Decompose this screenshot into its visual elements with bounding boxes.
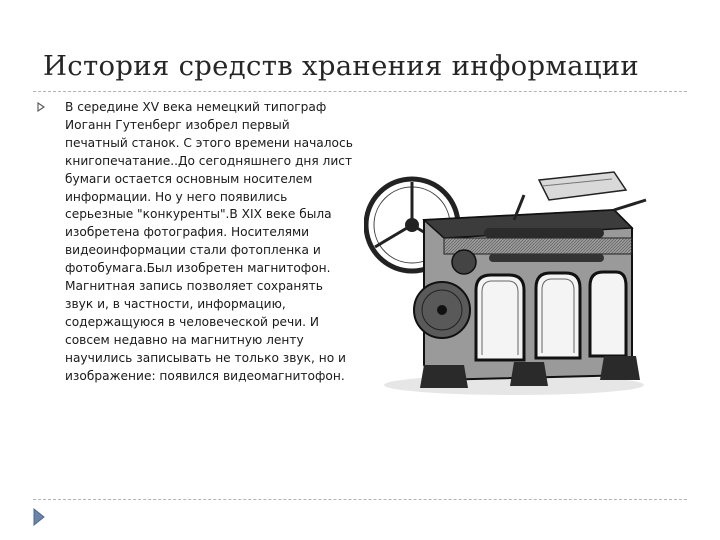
- body-paragraph: В середине XV века немецкий типограф Иоганн Гутенберг изобрел первый печатный станок. С этого времени началось книгопечатание..До сегодняшнего дня лист бумаги остается основным носителем информации. Но у него появились серьезные "конкуренты".В XIX веке была изобретена фотография. Носителями видеоинформации стали фотопленка и фотобумага.Был изобретен магнитофон. Магнитная запись позволяет сохранять звук и, в частности, информацию, содержащуюся в человеческой речи. И совсем недавно на магнитную ленту научились записывать не только звук, но и изображение: появился видеомагнитофон.: [65, 100, 353, 383]
- triangle-bullet-icon: [37, 102, 45, 112]
- printing-press-image: [364, 150, 654, 400]
- title-divider: [33, 91, 687, 92]
- slide-title: История средств хранения информации: [43, 50, 640, 82]
- footer-divider: [33, 499, 687, 500]
- next-slide-arrow-icon[interactable]: [32, 508, 46, 526]
